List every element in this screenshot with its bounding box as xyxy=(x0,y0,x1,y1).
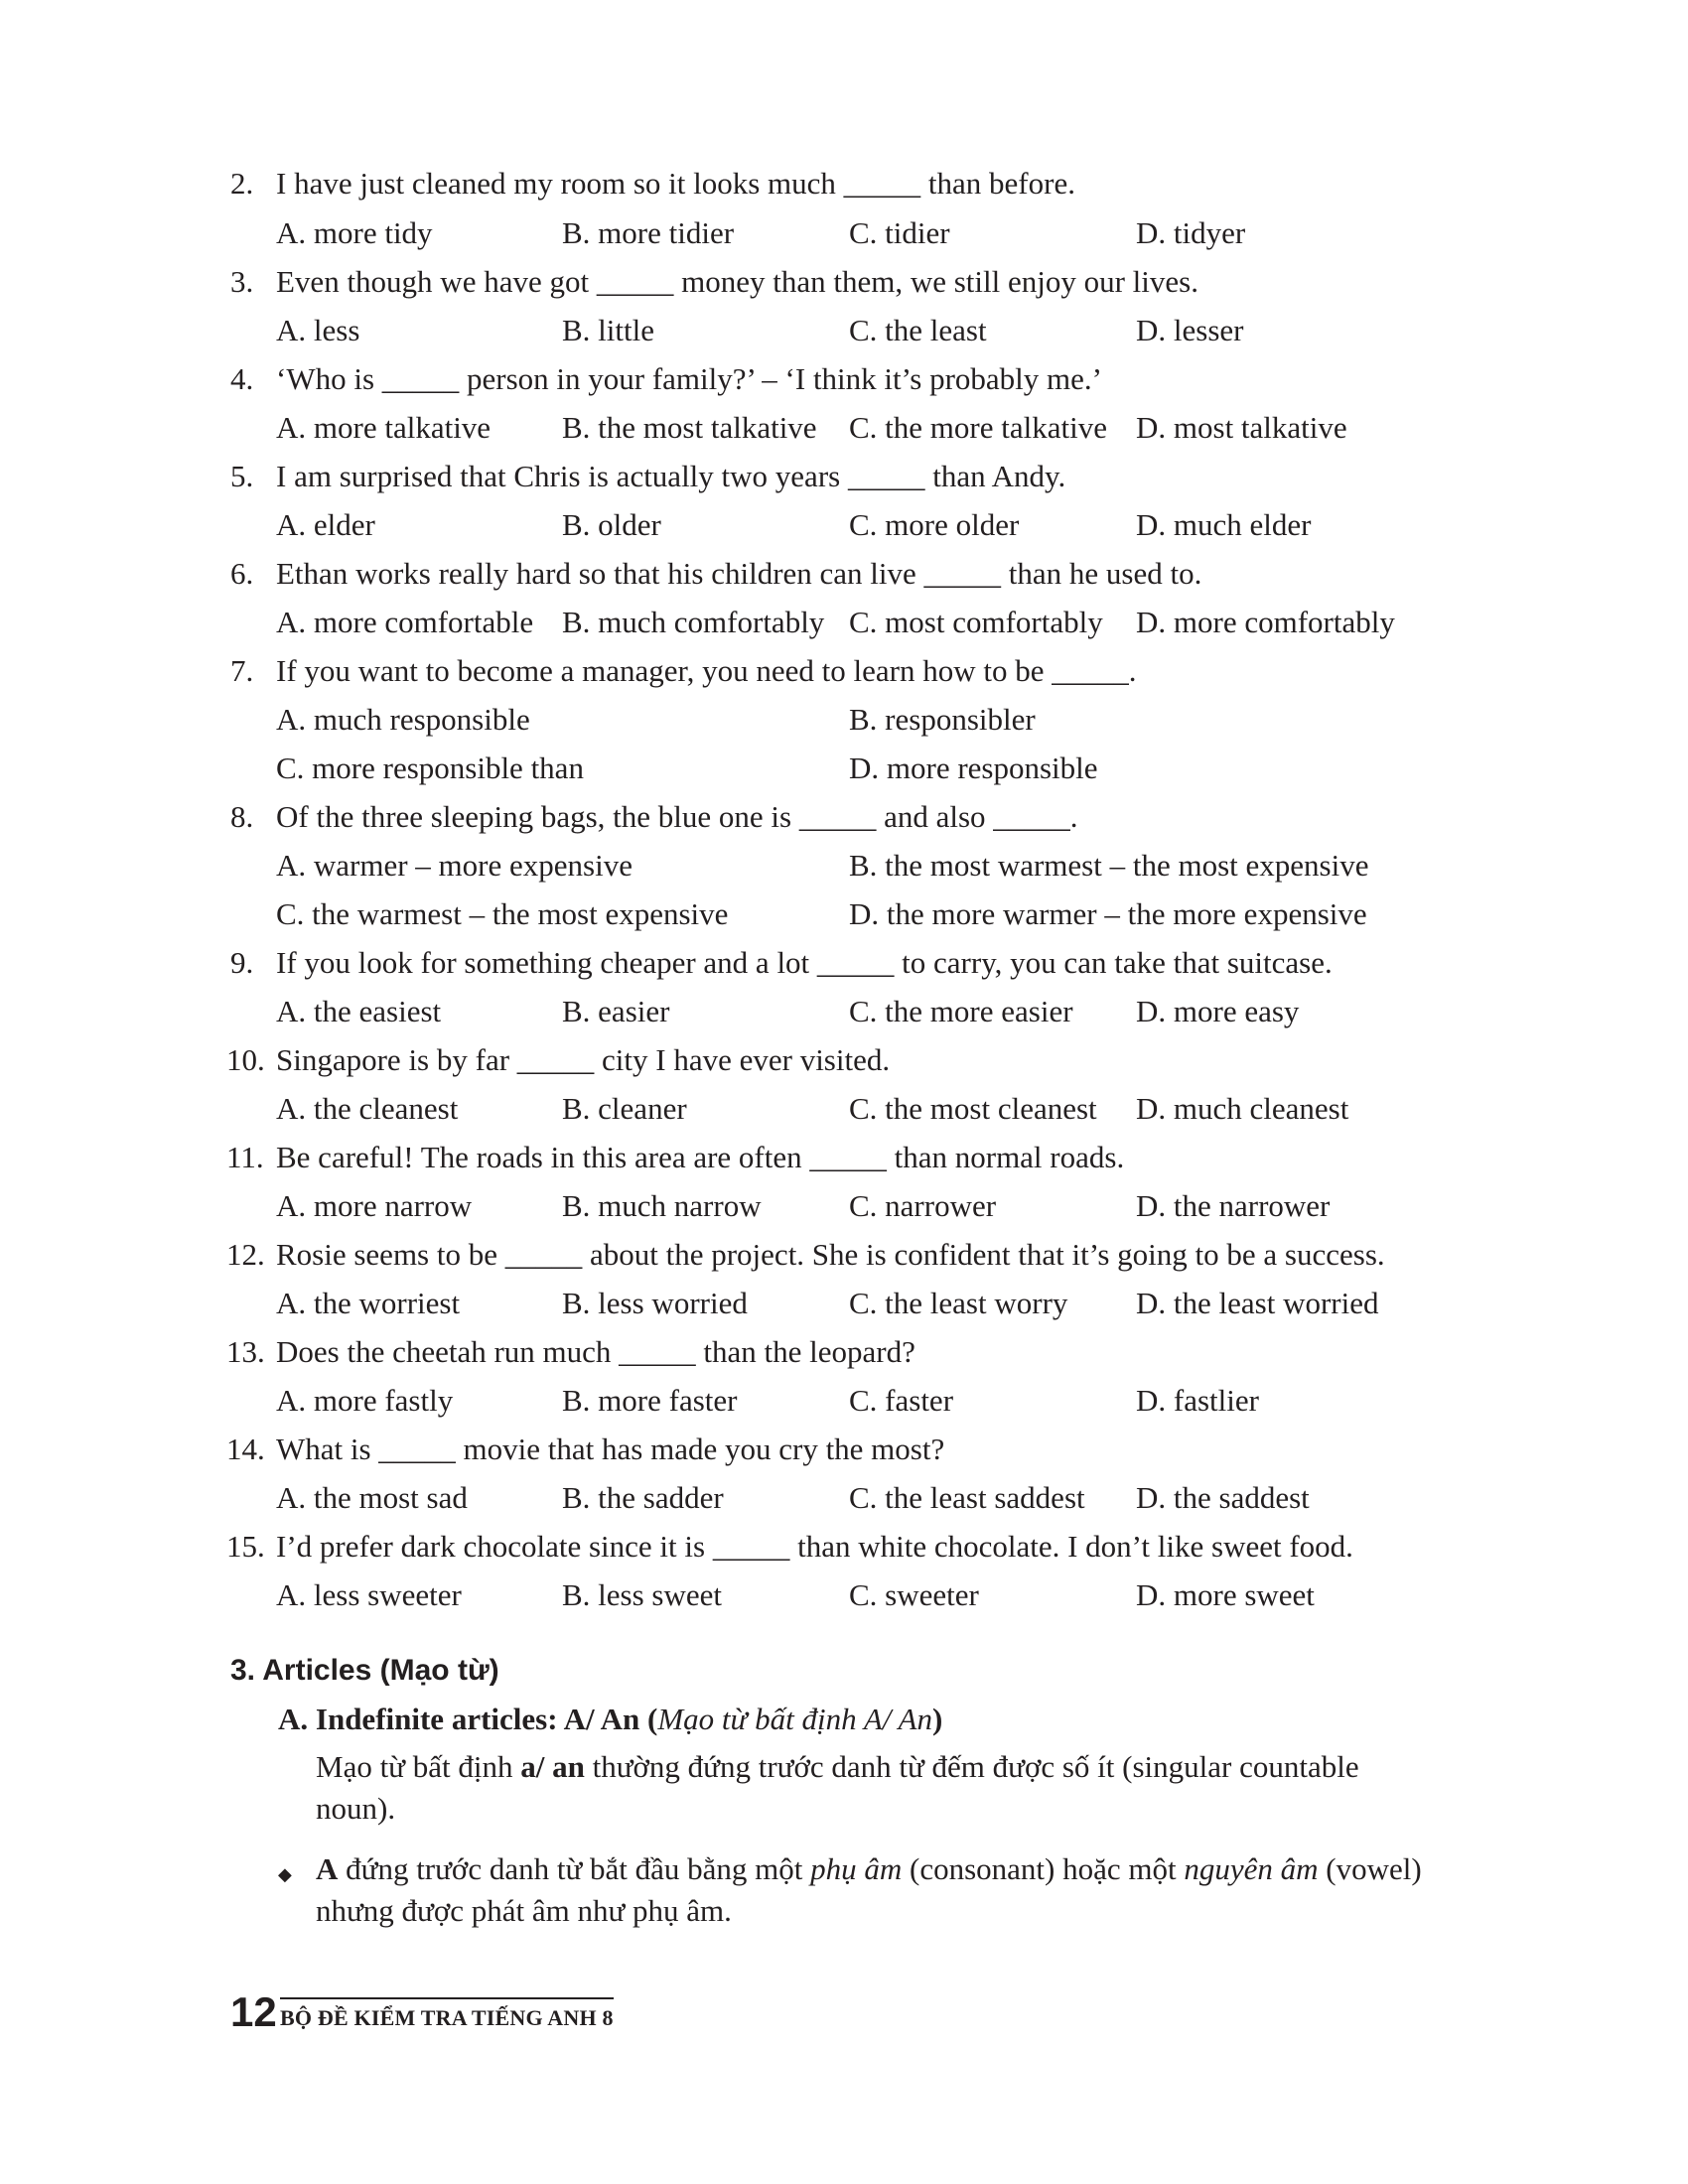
option-d: D. the narrower xyxy=(1136,1188,1331,1223)
option-c: C. the more easier xyxy=(849,994,1073,1028)
option-b: B. the sadder xyxy=(562,1480,724,1515)
option-b: B. older xyxy=(562,507,661,542)
question-number: 12. xyxy=(226,1237,265,1272)
option-b: B. easier xyxy=(562,994,670,1028)
question-stem: If you look for something cheaper and a lot _____ to carry, you can take that suitcase. xyxy=(276,945,1333,980)
book-title: BỘ ĐỀ KIỂM TRA TIẾNG ANH 8 xyxy=(280,2005,614,2030)
option-d: D. more comfortably xyxy=(1136,605,1395,639)
para-text: thường đứng trước danh từ đếm được số ít (singular countable noun). xyxy=(316,1749,1359,1826)
question-stem: Does the cheetah run much _____ than the leopard? xyxy=(276,1334,915,1369)
para-italic-term: nguyên âm xyxy=(1184,1851,1319,1886)
sub-heading-close: ) xyxy=(932,1702,943,1736)
paragraph-indefinite-articles xyxy=(316,1746,1440,1830)
option-c: C. the more talkative xyxy=(849,410,1107,445)
option-c: C. more older xyxy=(849,507,1020,542)
option-b: B. less worried xyxy=(562,1286,748,1320)
question-number: 10. xyxy=(226,1042,265,1077)
question-stem: I am surprised that Chris is actually two years _____ than Andy. xyxy=(276,459,1066,493)
option-d: D. the more warmer – the more expensive xyxy=(849,896,1367,931)
option-a: A. much responsible xyxy=(276,702,530,737)
question-number: 7. xyxy=(230,653,254,688)
option-d: D. more easy xyxy=(1136,994,1300,1028)
option-a: A. more talkative xyxy=(276,410,492,445)
option-b: B. much narrow xyxy=(562,1188,762,1223)
option-d: D. fastlier xyxy=(1136,1383,1259,1418)
option-b: B. little xyxy=(562,313,654,347)
option-b: B. more tidier xyxy=(562,215,735,250)
option-b: B. more faster xyxy=(562,1383,738,1418)
option-c: C. the least worry xyxy=(849,1286,1068,1320)
section-title: 3. Articles (Mạo từ) xyxy=(230,1654,499,1687)
option-c: C. the least saddest xyxy=(849,1480,1085,1515)
question-number: 13. xyxy=(226,1334,265,1369)
question-stem: What is _____ movie that has made you cry the most? xyxy=(276,1432,945,1466)
question-number: 11. xyxy=(226,1140,264,1174)
question-stem: If you want to become a manager, you need to learn how to be _____. xyxy=(276,653,1137,688)
option-b: B. less sweet xyxy=(562,1577,723,1612)
option-a: A. more comfortable xyxy=(276,605,534,639)
option-d: D. the saddest xyxy=(1136,1480,1310,1515)
question-stem: Be careful! The roads in this area are often _____ than normal roads. xyxy=(276,1140,1125,1174)
question-stem: Ethan works really hard so that his children can live _____ than he used to. xyxy=(276,556,1202,591)
option-d: D. most talkative xyxy=(1136,410,1347,445)
para-text: (consonant) hoặc một xyxy=(902,1851,1185,1886)
option-c: C. tidier xyxy=(849,215,950,250)
question-number: 3. xyxy=(230,264,254,299)
option-a: A. more narrow xyxy=(276,1188,473,1223)
page-number: 12 xyxy=(230,1988,277,2035)
question-stem: ‘Who is _____ person in your family?’ – ‘I think it’s probably me.’ xyxy=(276,361,1102,396)
question-number: 14. xyxy=(226,1432,265,1466)
option-a: A. less sweeter xyxy=(276,1577,462,1612)
option-a: A. more tidy xyxy=(276,215,433,250)
option-b: B. the most warmest – the most expensive xyxy=(849,848,1369,883)
question-stem: Even though we have got _____ money than them, we still enjoy our lives. xyxy=(276,264,1198,299)
question-stem: Singapore is by far _____ city I have ever visited. xyxy=(276,1042,891,1077)
option-b: B. responsibler xyxy=(849,702,1036,737)
option-d: D. the least worried xyxy=(1136,1286,1379,1320)
para-text: (vowel) nhưng được phát âm như phụ âm. xyxy=(316,1851,1422,1928)
question-number: 2. xyxy=(230,166,254,201)
sub-heading xyxy=(278,1700,942,1739)
option-a: A. the most sad xyxy=(276,1480,468,1515)
option-c: C. more responsible than xyxy=(276,751,584,785)
option-d: D. tidyer xyxy=(1136,215,1246,250)
option-c: C. the warmest – the most expensive xyxy=(276,896,729,931)
para-text: đứng trước danh từ bắt đầu bằng một xyxy=(338,1851,811,1886)
question-stem: Rosie seems to be _____ about the project. She is confident that it’s going to be a success. xyxy=(276,1237,1385,1272)
question-stem: I’d prefer dark chocolate since it is _____ than white chocolate. I don’t like sweet food. xyxy=(276,1529,1353,1564)
question-number: 9. xyxy=(230,945,254,980)
question-number: 6. xyxy=(230,556,254,591)
option-d: D. much elder xyxy=(1136,507,1312,542)
para-text: Mạo từ bất định xyxy=(316,1749,521,1784)
option-c: C. narrower xyxy=(849,1188,997,1223)
option-a: A. the cleanest xyxy=(276,1091,459,1126)
question-number: 5. xyxy=(230,459,254,493)
option-c: C. the least xyxy=(849,313,987,347)
option-c: C. faster xyxy=(849,1383,954,1418)
para-bold-term: A xyxy=(316,1851,339,1886)
option-a: A. more fastly xyxy=(276,1383,454,1418)
bullet-diamond-icon: ◆ xyxy=(278,1864,292,1884)
option-a: A. elder xyxy=(276,507,375,542)
option-b: B. the most talkative xyxy=(562,410,817,445)
question-number: 4. xyxy=(230,361,254,396)
option-d: D. more sweet xyxy=(1136,1577,1315,1612)
option-d: D. much cleanest xyxy=(1136,1091,1349,1126)
option-d: D. more responsible xyxy=(849,751,1098,785)
question-stem: Of the three sleeping bags, the blue one is _____ and also _____. xyxy=(276,799,1078,834)
option-c: C. most comfortably xyxy=(849,605,1103,639)
footer-divider xyxy=(280,1997,614,1999)
para-bold-term: a/ an xyxy=(520,1749,585,1784)
question-stem: I have just cleaned my room so it looks much _____ than before. xyxy=(276,166,1075,201)
option-a: A. warmer – more expensive xyxy=(276,848,633,883)
option-a: A. the easiest xyxy=(276,994,442,1028)
paragraph-article-a xyxy=(316,1848,1440,1932)
option-a: A. less xyxy=(276,313,360,347)
option-c: C. sweeter xyxy=(849,1577,979,1612)
question-number: 8. xyxy=(230,799,254,834)
sub-heading-label: A. Indefinite articles: A/ An ( xyxy=(278,1702,658,1736)
option-d: D. lesser xyxy=(1136,313,1244,347)
para-italic-term: phụ âm xyxy=(810,1851,903,1886)
option-b: B. much comfortably xyxy=(562,605,825,639)
option-b: B. cleaner xyxy=(562,1091,687,1126)
option-a: A. the worriest xyxy=(276,1286,461,1320)
sub-heading-translation: Mạo từ bất định A/ An xyxy=(657,1702,932,1736)
option-c: C. the most cleanest xyxy=(849,1091,1097,1126)
question-number: 15. xyxy=(226,1529,265,1564)
